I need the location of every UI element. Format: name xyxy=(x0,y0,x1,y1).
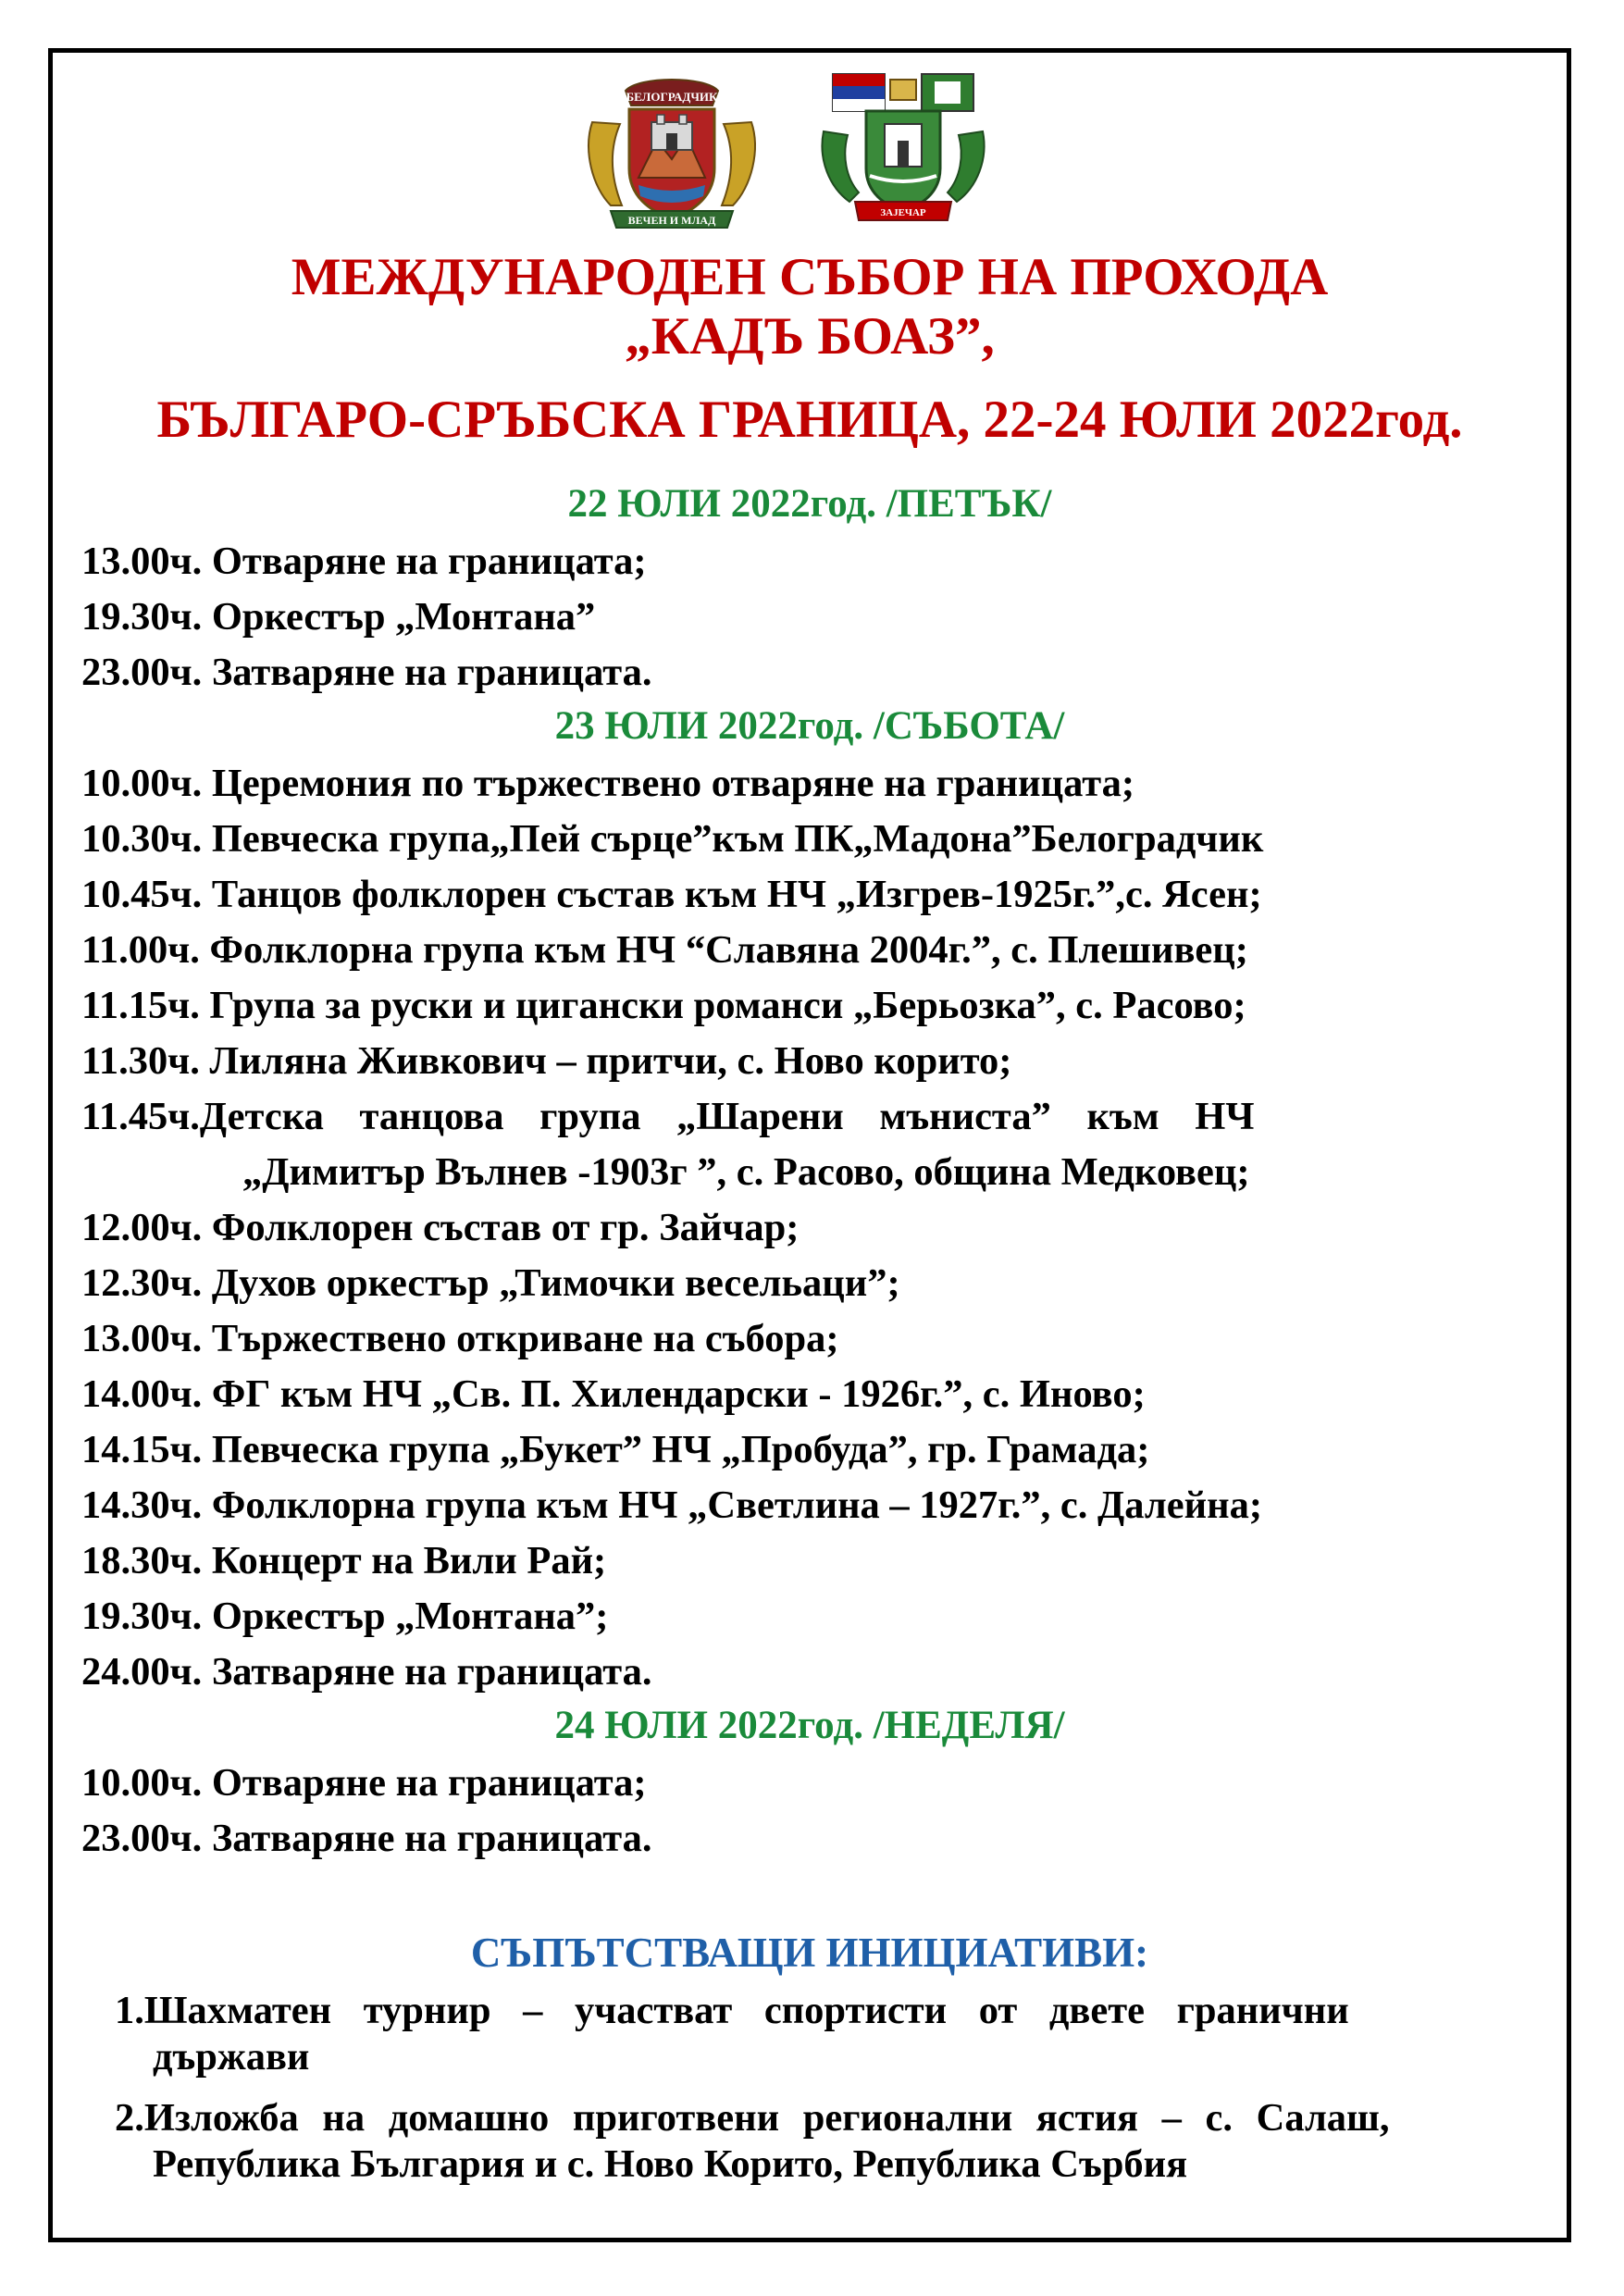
initiatives-heading: СЪПЪТСТВАЩИ ИНИЦИАТИВИ: xyxy=(470,1930,1149,1976)
initiative-item: 2.Изложба на домашно приготвени регионални ястия – с. Салаш, xyxy=(115,2096,1390,2140)
schedule-item: 19.30ч. Оркестър „Монтана” xyxy=(81,595,596,639)
schedule-item: 10.00ч. Церемония по тържествено отваряне на границата; xyxy=(81,762,1135,805)
crest-right-bottom-text: ЗАЈЕЧАР xyxy=(880,207,926,218)
day-heading-22: 22 ЮЛИ 2022год. /ПЕТЪК/ xyxy=(567,482,1052,526)
schedule-item: 12.00ч. Фолклорен състав от гр. Зайчар; xyxy=(81,1206,800,1249)
initiative-item: 1.Шахматен турнир – участват спортисти от двете гранични xyxy=(115,1989,1349,2032)
schedule-item: 10.45ч. Танцов фолклорен състав към НЧ „Изгрев-1925г.”,с. Ясен; xyxy=(81,873,1262,916)
crest-left-top-text: БЕЛОГРАДЧИК xyxy=(626,90,718,104)
schedule-item: 10.30ч. Певческа група„Пей сърце”към ПК„Мадона”Белоградчик xyxy=(81,817,1264,861)
page-border xyxy=(48,48,1571,2242)
schedule-item: 23.00ч. Затваряне на границата. xyxy=(81,651,652,694)
schedule-item: 14.15ч. Певческа група „Букет” НЧ „Пробуда”, гр. Грамада; xyxy=(81,1428,1150,1471)
schedule-item: 13.00ч. Тържествено откриване на събора; xyxy=(81,1317,839,1360)
page-title-line-2: „КАДЪ БОАЗ”, xyxy=(625,307,995,366)
schedule-item: 11.00ч. Фолклорна група към НЧ “Славяна 2004г.”, с. Плешивец; xyxy=(81,928,1248,972)
page-title-line-1: МЕЖДУНАРОДЕН СЪБОР НА ПРОХОДА xyxy=(291,248,1329,306)
schedule-item-continuation: „Димитър Вълнев -1903г ”, с. Расово, община Медковец; xyxy=(242,1150,1250,1194)
schedule-item: 11.30ч. Лиляна Живкович – притчи, с. Ново корито; xyxy=(81,1039,1012,1083)
day-heading-23: 23 ЮЛИ 2022год. /СЪБОТА/ xyxy=(554,704,1065,748)
schedule-item: 24.00ч. Затваряне на границата. xyxy=(81,1650,652,1694)
schedule-item: 18.30ч. Концерт на Вили Рай; xyxy=(81,1539,607,1582)
initiative-item-continuation: Република България и с. Ново Корито, Република Сърбия xyxy=(153,2142,1188,2186)
schedule-item: 23.00ч. Затваряне на границата. xyxy=(81,1817,652,1860)
schedule-item: 14.00ч. ФГ към НЧ „Св. П. Хилендарски - 1926г.”, с. Иново; xyxy=(81,1372,1146,1416)
schedule-item: 14.30ч. Фолклорна група към НЧ „Светлина – 1927г.”, с. Далейна; xyxy=(81,1483,1262,1527)
schedule-item: 13.00ч. Отваряне на границата; xyxy=(81,540,647,583)
schedule-item-wrapped: 11.45ч.Детска танцова група „Шарени мъниста” към НЧ xyxy=(81,1095,1255,1138)
page-title-line-3: БЪЛГАРО-СРЪБСКА ГРАНИЦА, 22-24 ЮЛИ 2022год. xyxy=(156,391,1463,449)
initiative-item-continuation: държави xyxy=(153,2035,310,2079)
zajecar-coat-of-arms xyxy=(805,67,1001,233)
schedule-item: 10.00ч. Отваряне на границата; xyxy=(81,1761,647,1805)
day-heading-24: 24 ЮЛИ 2022год. /НЕДЕЛЯ/ xyxy=(554,1704,1065,1747)
schedule-item: 19.30ч. Оркестър „Монтана”; xyxy=(81,1595,609,1638)
crest-left-bottom-text: ВЕЧЕН И МЛАД xyxy=(627,214,716,227)
belogradchik-coat-of-arms xyxy=(574,67,770,233)
schedule-item: 11.15ч. Група за руски и цигански романси „Берьозка”, с. Расово; xyxy=(81,984,1246,1027)
schedule-item: 12.30ч. Духов оркестър „Тимочки весельаци”; xyxy=(81,1261,900,1305)
